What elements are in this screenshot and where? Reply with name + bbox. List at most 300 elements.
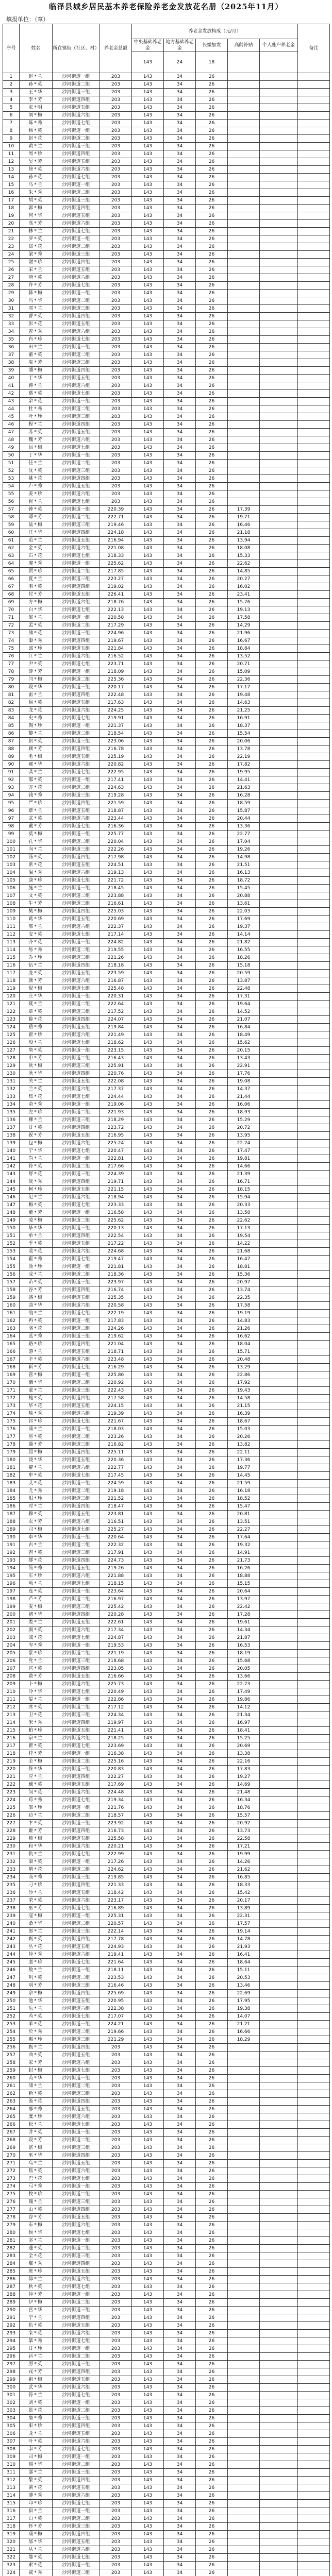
cell-seq: 35 bbox=[3, 336, 20, 344]
cell-seq: 102 bbox=[3, 854, 20, 861]
cell-note bbox=[298, 1279, 330, 1286]
cell-name: 韩*梅 bbox=[20, 290, 53, 297]
cell-note bbox=[298, 282, 330, 290]
cell-note bbox=[298, 1364, 330, 1371]
cell-name: 俞*秀 bbox=[20, 1101, 53, 1109]
cell-note bbox=[298, 653, 330, 660]
cell-base: 143 bbox=[132, 1078, 164, 1086]
cell-personal bbox=[260, 467, 298, 475]
cell-total: 203 bbox=[100, 390, 132, 398]
cell-note bbox=[298, 1325, 330, 1333]
cell-personal bbox=[260, 2376, 298, 2384]
table-row bbox=[3, 1464, 330, 1472]
cell-town: 沙河街道二组 bbox=[53, 81, 100, 89]
cell-base: 143 bbox=[132, 375, 164, 382]
cell-town: 沙河街道六组 bbox=[53, 1140, 100, 1147]
cell-local: 34 bbox=[164, 2322, 196, 2330]
cell-long: 26 bbox=[196, 1912, 228, 1920]
cell-extra: 17.57 bbox=[228, 1920, 260, 1928]
cell-local: 34 bbox=[164, 498, 196, 506]
cell-local: 34 bbox=[164, 1225, 196, 1232]
cell-seq: 165 bbox=[3, 1341, 20, 1348]
cell-extra: 15.47 bbox=[228, 1503, 260, 1511]
cell-total: 203 bbox=[100, 2353, 132, 2361]
cell-extra: 17.76 bbox=[228, 1070, 260, 1078]
cell-total: 219.55 bbox=[100, 946, 132, 954]
cell-seq: 215 bbox=[3, 1727, 20, 1735]
cell-extra: 14.91 bbox=[228, 1549, 260, 1557]
cell-personal bbox=[260, 2554, 298, 2562]
cell-local: 34 bbox=[164, 305, 196, 313]
cell-personal bbox=[260, 908, 298, 916]
cell-personal bbox=[260, 197, 298, 205]
cell-town: 沙河街道一组 bbox=[53, 614, 100, 622]
cell-local: 34 bbox=[164, 274, 196, 282]
cell-local: 34 bbox=[164, 1256, 196, 1263]
table-row bbox=[3, 1124, 330, 1132]
cell-name: 丁*华 bbox=[20, 452, 53, 460]
cell-town: 沙河街道七组 bbox=[53, 120, 100, 127]
cell-long: 26 bbox=[196, 1487, 228, 1495]
cell-long: 26 bbox=[196, 962, 228, 970]
table-row bbox=[3, 344, 330, 351]
cell-long: 26 bbox=[196, 96, 228, 104]
cell-town: 沙河街道二组 bbox=[53, 2461, 100, 2469]
cell-name: 党*兰 bbox=[20, 1657, 53, 1665]
cell-long: 26 bbox=[196, 1797, 228, 1804]
cell-seq: 125 bbox=[3, 1031, 20, 1039]
cell-note bbox=[298, 413, 330, 421]
cell-note bbox=[298, 761, 330, 769]
cell-town: 沙河街道六组 bbox=[53, 1194, 100, 1201]
cell-name: 康*珍 bbox=[20, 877, 53, 885]
cell-seq: 155 bbox=[3, 1263, 20, 1271]
cell-name: 黎*兰 bbox=[20, 730, 53, 738]
cell-local: 34 bbox=[164, 367, 196, 375]
cell-name: 安*英 bbox=[20, 931, 53, 939]
cell-long: 26 bbox=[196, 2368, 228, 2376]
cell-extra: 18.19 bbox=[228, 1650, 260, 1657]
cell-base: 143 bbox=[132, 1781, 164, 1789]
cell-base: 143 bbox=[132, 2307, 164, 2314]
table-row bbox=[3, 220, 330, 228]
cell-long: 26 bbox=[196, 2330, 228, 2337]
cell-extra: 18.33 bbox=[228, 1882, 260, 1889]
cell-base: 143 bbox=[132, 1449, 164, 1456]
cell-long: 26 bbox=[196, 2407, 228, 2415]
cell-note bbox=[298, 1201, 330, 1209]
table-row bbox=[3, 212, 330, 220]
cell-note bbox=[298, 2260, 330, 2268]
cell-base: 143 bbox=[132, 885, 164, 892]
cell-long: 26 bbox=[196, 2113, 228, 2121]
cell-base: 143 bbox=[132, 2399, 164, 2407]
cell-name: 祁*珍 bbox=[20, 1418, 53, 1426]
cell-name: 缪*花 bbox=[20, 1557, 53, 1565]
cell-base: 143 bbox=[132, 776, 164, 784]
cell-long: 26 bbox=[196, 815, 228, 823]
cell-base: 143 bbox=[132, 2175, 164, 2183]
cell-long: 26 bbox=[196, 575, 228, 583]
cell-extra bbox=[228, 2044, 260, 2052]
cell-base: 143 bbox=[132, 1302, 164, 1310]
cell-seq: 12 bbox=[3, 158, 20, 166]
table-row bbox=[3, 251, 330, 259]
cell-name: 沈*英 bbox=[20, 467, 53, 475]
cell-note bbox=[298, 1541, 330, 1549]
table-row bbox=[3, 807, 330, 815]
cell-extra: 21.93 bbox=[228, 1943, 260, 1951]
cell-name: 林*兰 bbox=[20, 228, 53, 235]
cell-base: 143 bbox=[132, 1928, 164, 1936]
cell-total: 225.58 bbox=[100, 1835, 132, 1843]
cell-base: 143 bbox=[132, 753, 164, 761]
cell-base: 143 bbox=[132, 2036, 164, 2044]
cell-extra: 22.58 bbox=[228, 1835, 260, 1843]
cell-seq: 69 bbox=[3, 599, 20, 606]
cell-seq: 279 bbox=[3, 2222, 20, 2229]
cell-local: 34 bbox=[164, 2260, 196, 2268]
cell-town: 沙河街道三组 bbox=[53, 1008, 100, 1016]
table-row bbox=[3, 1086, 330, 1093]
cell-local: 34 bbox=[164, 854, 196, 861]
cell-long: 26 bbox=[196, 1688, 228, 1696]
cell-personal bbox=[260, 135, 298, 143]
cell-local: 34 bbox=[164, 985, 196, 993]
cell-personal bbox=[260, 2082, 298, 2090]
cell-town: 沙河街道一组 bbox=[53, 560, 100, 568]
cell-total: 224.25 bbox=[100, 707, 132, 715]
header-personal: 个人账户养老金 bbox=[260, 39, 298, 52]
table-row bbox=[3, 2144, 330, 2152]
cell-long: 26 bbox=[196, 1402, 228, 1410]
cell-long: 26 bbox=[196, 1178, 228, 1186]
cell-town: 沙河街道五组 bbox=[53, 1943, 100, 1951]
table-row bbox=[3, 1874, 330, 1882]
cell-town: 沙河街道七组 bbox=[53, 2175, 100, 2183]
cell-base: 143 bbox=[132, 2554, 164, 2562]
cell-seq: 263 bbox=[3, 2098, 20, 2106]
cell-extra bbox=[228, 297, 260, 305]
cell-extra bbox=[228, 2353, 260, 2361]
cell-town: 沙河街道六组 bbox=[53, 1626, 100, 1634]
cell-note bbox=[298, 2361, 330, 2368]
cell-base: 143 bbox=[132, 1619, 164, 1626]
cell-town: 沙河街道四组 bbox=[53, 2422, 100, 2430]
cell-total: 223.53 bbox=[100, 1974, 132, 1982]
cell-extra: 19.32 bbox=[228, 1541, 260, 1549]
cell-personal bbox=[260, 1843, 298, 1851]
table-row bbox=[3, 2368, 330, 2376]
cell-name: 暴*秀 bbox=[20, 2337, 53, 2345]
cell-personal bbox=[260, 1495, 298, 1503]
table-row bbox=[3, 2407, 330, 2415]
cell-name: 凌*梅 bbox=[20, 1217, 53, 1225]
cell-extra: 19.95 bbox=[228, 769, 260, 776]
table-row bbox=[3, 545, 330, 552]
cell-long: 26 bbox=[196, 2492, 228, 2500]
cell-total: 203 bbox=[100, 2229, 132, 2237]
cell-seq: 268 bbox=[3, 2137, 20, 2144]
cell-seq: 177 bbox=[3, 1433, 20, 1441]
cell-personal bbox=[260, 1078, 298, 1086]
cell-seq: 121 bbox=[3, 1001, 20, 1008]
cell-base: 143 bbox=[132, 622, 164, 630]
cell-base: 143 bbox=[132, 2044, 164, 2052]
cell-seq: 173 bbox=[3, 1402, 20, 1410]
cell-note bbox=[298, 1549, 330, 1557]
cell-local: 34 bbox=[164, 1279, 196, 1286]
cell-town: 沙河街道二组 bbox=[53, 1271, 100, 1279]
cell-name: 崔*兰 bbox=[20, 498, 53, 506]
cell-name: 史*秀 bbox=[20, 715, 53, 722]
cell-base: 143 bbox=[132, 96, 164, 104]
table-row bbox=[3, 1001, 330, 1008]
table-row bbox=[3, 297, 330, 305]
cell-name: 时*兰 bbox=[20, 1503, 53, 1511]
cell-note bbox=[298, 514, 330, 521]
cell-total: 225.62 bbox=[100, 560, 132, 568]
cell-long: 26 bbox=[196, 2461, 228, 2469]
table-row bbox=[3, 1827, 330, 1835]
cell-seq: 312 bbox=[3, 2477, 20, 2484]
cell-local: 34 bbox=[164, 521, 196, 529]
cell-note bbox=[298, 1572, 330, 1580]
cell-personal bbox=[260, 1356, 298, 1364]
cell-name: 明*芳 bbox=[20, 1982, 53, 1990]
cell-note bbox=[298, 2137, 330, 2144]
cell-base: 143 bbox=[132, 1951, 164, 1959]
cell-town: 沙河街道七组 bbox=[53, 2554, 100, 2562]
cell-long: 26 bbox=[196, 676, 228, 684]
cell-name: 彭*花 bbox=[20, 320, 53, 328]
cell-note bbox=[298, 885, 330, 892]
cell-town: 沙河街道三组 bbox=[53, 143, 100, 150]
table-row bbox=[3, 2384, 330, 2392]
cell-total: 218.11 bbox=[100, 1967, 132, 1974]
cell-town: 沙河街道三组 bbox=[53, 1549, 100, 1557]
cell-base: 143 bbox=[132, 946, 164, 954]
cell-local: 34 bbox=[164, 1186, 196, 1194]
cell-local: 34 bbox=[164, 2399, 196, 2407]
cell-base: 143 bbox=[132, 1147, 164, 1155]
cell-seq: 41 bbox=[3, 382, 20, 390]
cell-extra bbox=[228, 2415, 260, 2422]
cell-total: 219.84 bbox=[100, 1024, 132, 1031]
cell-base: 143 bbox=[132, 1441, 164, 1449]
cell-local: 34 bbox=[164, 344, 196, 351]
cell-total: 203 bbox=[100, 197, 132, 205]
cell-local: 34 bbox=[164, 220, 196, 228]
table-row bbox=[3, 2113, 330, 2121]
cell-personal bbox=[260, 2307, 298, 2314]
cell-personal bbox=[260, 1317, 298, 1325]
cell-long: 26 bbox=[196, 1263, 228, 1271]
table-row bbox=[3, 792, 330, 800]
cell-seq: 203 bbox=[3, 1634, 20, 1642]
cell-town: 沙河街道三组 bbox=[53, 2415, 100, 2422]
cell-note bbox=[298, 993, 330, 1001]
table-row bbox=[3, 2252, 330, 2260]
table-row bbox=[3, 1920, 330, 1928]
roster-body bbox=[3, 73, 330, 2576]
cell-base: 143 bbox=[132, 1086, 164, 1093]
cell-personal bbox=[260, 351, 298, 359]
cell-personal bbox=[260, 1866, 298, 1874]
cell-local: 34 bbox=[164, 1657, 196, 1665]
table-row bbox=[3, 637, 330, 645]
table-row bbox=[3, 815, 330, 823]
cell-personal bbox=[260, 320, 298, 328]
cell-local: 34 bbox=[164, 1781, 196, 1789]
cell-extra: 18.41 bbox=[228, 1727, 260, 1735]
table-row bbox=[3, 1039, 330, 1047]
cell-name: 章*英 bbox=[20, 1008, 53, 1016]
cell-extra: 18.72 bbox=[228, 877, 260, 885]
cell-name: 梁*秀 bbox=[20, 251, 53, 259]
cell-name: 曲*华 bbox=[20, 1302, 53, 1310]
cell-note bbox=[298, 2562, 330, 2569]
cell-total: 219.06 bbox=[100, 1101, 132, 1109]
cell-name: 全*花 bbox=[20, 2252, 53, 2260]
cell-name: 荣*英 bbox=[20, 1897, 53, 1905]
cell-local: 34 bbox=[164, 1758, 196, 1766]
cell-local: 34 bbox=[164, 2453, 196, 2461]
cell-extra: 19.13 bbox=[228, 606, 260, 614]
cell-note bbox=[298, 2082, 330, 2090]
cell-town: 沙河街道四组 bbox=[53, 962, 100, 970]
cell-long: 26 bbox=[196, 274, 228, 282]
cell-long: 26 bbox=[196, 753, 228, 761]
cell-name: 鲁*花 bbox=[20, 1016, 53, 1024]
cell-seq: 166 bbox=[3, 1348, 20, 1356]
cell-base: 143 bbox=[132, 1256, 164, 1263]
cell-town: 沙河街道六组 bbox=[53, 923, 100, 931]
cell-name: 刁*珍 bbox=[20, 1882, 53, 1889]
cell-long: 26 bbox=[196, 1626, 228, 1634]
cell-extra: 16.28 bbox=[228, 792, 260, 800]
cell-total: 203 bbox=[100, 2477, 132, 2484]
cell-town: 沙河街道五组 bbox=[53, 1619, 100, 1626]
cell-name: 何*华 bbox=[20, 212, 53, 220]
cell-local: 34 bbox=[164, 405, 196, 413]
cell-local: 34 bbox=[164, 753, 196, 761]
cell-town: 沙河街道四组 bbox=[53, 1665, 100, 1673]
cell-note bbox=[298, 2500, 330, 2507]
cell-seq: 295 bbox=[3, 2345, 20, 2353]
cell-personal bbox=[260, 823, 298, 831]
cell-total: 216.87 bbox=[100, 977, 132, 985]
cell-name: 符*英 bbox=[20, 1163, 53, 1171]
cell-long: 26 bbox=[196, 367, 228, 375]
cell-local: 34 bbox=[164, 1997, 196, 2005]
cell-name: 覃*兰 bbox=[20, 807, 53, 815]
cell-seq: 294 bbox=[3, 2337, 20, 2345]
cell-total: 216.43 bbox=[100, 1055, 132, 1062]
header-seq: 序号 bbox=[3, 24, 20, 73]
cell-long: 26 bbox=[196, 336, 228, 344]
cell-long: 26 bbox=[196, 1773, 228, 1781]
cell-name: 敖*兰 bbox=[20, 1967, 53, 1974]
cell-base: 143 bbox=[132, 1155, 164, 1163]
cell-local: 34 bbox=[164, 2515, 196, 2523]
cell-personal bbox=[260, 1758, 298, 1766]
cell-seq: 222 bbox=[3, 1781, 20, 1789]
cell-note bbox=[298, 313, 330, 320]
cell-personal bbox=[260, 1982, 298, 1990]
cell-long: 26 bbox=[196, 1194, 228, 1201]
table-row bbox=[3, 2322, 330, 2330]
cell-name: 甘*珍 bbox=[20, 2345, 53, 2353]
cell-extra: 20.69 bbox=[228, 1742, 260, 1750]
cell-seq: 319 bbox=[3, 2531, 20, 2538]
cell-note bbox=[298, 1874, 330, 1882]
cell-note bbox=[298, 205, 330, 212]
cell-local: 34 bbox=[164, 1673, 196, 1681]
cell-name: 余*花 bbox=[20, 398, 53, 405]
cell-personal bbox=[260, 575, 298, 583]
cell-seq: 144 bbox=[3, 1178, 20, 1186]
cell-long: 26 bbox=[196, 2098, 228, 2106]
cell-local: 34 bbox=[164, 2113, 196, 2121]
cell-town: 沙河街道二组 bbox=[53, 243, 100, 251]
cell-town: 沙河街道五组 bbox=[53, 1889, 100, 1897]
cell-note bbox=[298, 1163, 330, 1171]
table-row bbox=[3, 823, 330, 831]
cell-note bbox=[298, 1673, 330, 1681]
cell-long: 26 bbox=[196, 2059, 228, 2067]
cell-seq: 260 bbox=[3, 2075, 20, 2082]
cell-extra: 16.97 bbox=[228, 1719, 260, 1727]
cell-local: 34 bbox=[164, 2569, 196, 2576]
cell-total: 216.61 bbox=[100, 900, 132, 908]
cell-name: 邱*珍 bbox=[20, 645, 53, 653]
cell-total: 203 bbox=[100, 127, 132, 135]
cell-total: 219.46 bbox=[100, 521, 132, 529]
cell-town: 沙河街道四组 bbox=[53, 908, 100, 916]
cell-seq: 104 bbox=[3, 869, 20, 877]
cell-note bbox=[298, 1990, 330, 1997]
cell-note bbox=[298, 251, 330, 259]
cell-extra: 18.81 bbox=[228, 1263, 260, 1271]
cell-extra: 20.17 bbox=[228, 1897, 260, 1905]
cell-total: 203 bbox=[100, 2392, 132, 2399]
cell-local: 34 bbox=[164, 1325, 196, 1333]
cell-note bbox=[298, 1704, 330, 1711]
cell-extra: 15.45 bbox=[228, 885, 260, 892]
cell-seq: 178 bbox=[3, 1441, 20, 1449]
cell-total: 203 bbox=[100, 2492, 132, 2500]
cell-long: 26 bbox=[196, 885, 228, 892]
cell-total: 220.95 bbox=[100, 1997, 132, 2005]
cell-name: 班*珍 bbox=[20, 2268, 53, 2276]
cell-seq: 19 bbox=[3, 212, 20, 220]
cell-town: 沙河街道二组 bbox=[53, 1650, 100, 1657]
cell-seq: 40 bbox=[3, 375, 20, 382]
cell-seq: 90 bbox=[3, 761, 20, 769]
cell-total: 203 bbox=[100, 181, 132, 189]
table-row bbox=[3, 1650, 330, 1657]
cell-base: 143 bbox=[132, 2523, 164, 2531]
cell-long: 26 bbox=[196, 436, 228, 444]
cell-personal bbox=[260, 1820, 298, 1827]
cell-total: 219.66 bbox=[100, 2028, 132, 2036]
cell-town: 沙河街道五组 bbox=[53, 591, 100, 599]
cell-seq: 193 bbox=[3, 1557, 20, 1565]
cell-personal bbox=[260, 328, 298, 336]
cell-seq: 167 bbox=[3, 1356, 20, 1364]
cell-local: 34 bbox=[164, 1116, 196, 1124]
